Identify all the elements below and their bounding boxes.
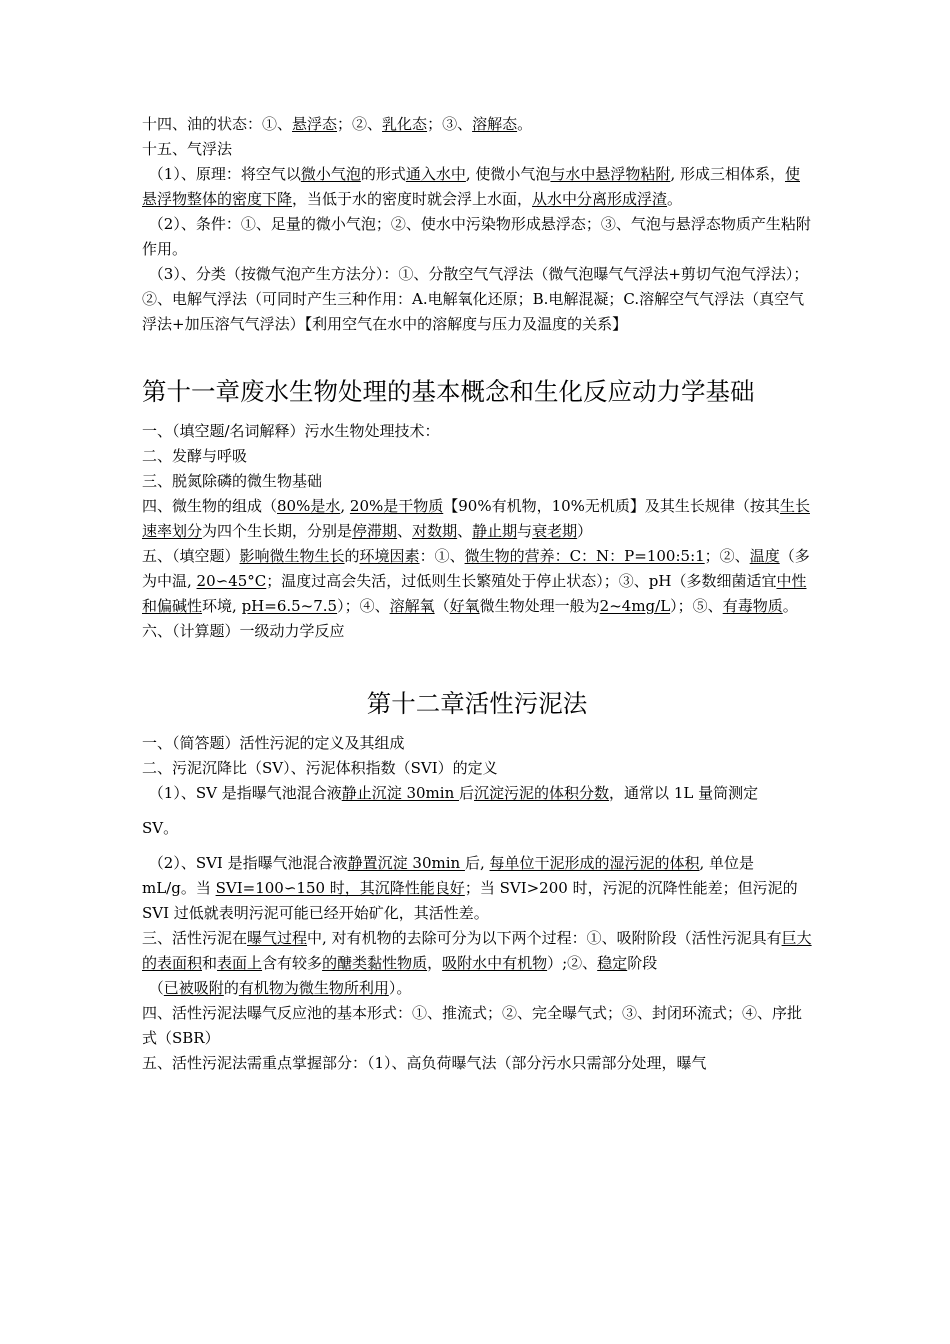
ch11-item-5: 五、（填空题）影响微生物生长的环境因素：①、微生物的营养：C：N：P=100:5:1；②、温度（多为中温, 20∽45°C；温度过高会失活，过低则生长繁殖处于停止状态）；③、pH（多数细菌适宜中性和偏碱性环境, pH=6.5~7.5）；④、溶解氧（好氧微生物处理一般为2~4mg/L）；⑤、有毒物质。 — [142, 547, 810, 615]
ch11-item-6: 六、（计算题）一级动力学反应 — [142, 622, 345, 640]
ch12-item-1: 一、（简答题）活性污泥的定义及其组成 — [142, 734, 405, 752]
flotation-classification: （3）、分类（按微气泡产生方法分）：①、分散空气气浮法（微气泡曝气气浮法+剪切气泡气浮法）；②、电解气浮法（可同时产生三种作用：A.电解氧化还原；B.电解混凝；C.溶解空气气浮法（真空气浮法+加压溶气气浮法）【利用空气在水中的溶解度与压力及温度的关系】 — [142, 265, 809, 333]
ch12-item-3-cont: （已被吸附的有机物为微生物所利用）。 — [148, 979, 412, 997]
ch12-item-2: 二、污泥沉降比（SV）、污泥体积指数（SVI）的定义 — [142, 759, 498, 777]
svi-definition: （2）、SVI 是指曝气池混合液静置沉淀 30min 后, 每单位干泥形成的湿污泥的体积, 单位是 mL/g。当 SVI=100∽150 时，其沉降性能良好；当 SVI>200 时，污泥的沉降性能差；但污泥的 SVI 过低就表明污泥可能已经开始矿化，其活性差。 — [142, 854, 798, 922]
ch11-item-3: 三、脱氮除磷的微生物基础 — [142, 472, 323, 490]
chapter-12-title: 第十二章活性污泥法 — [366, 689, 588, 718]
ch12-item-3: 三、活性污泥在曝气过程中, 对有机物的去除可分为以下两个过程：①、吸附阶段（活性污泥具有巨大的表面积和表面上含有较多的醣类黏性物质，吸附水中有机物）;②、稳定阶段 — [142, 929, 812, 972]
oil-state-line: 十四、油的状态：①、悬浮态；②、乳化态；③、溶解态。 — [142, 115, 533, 133]
ch11-item-4: 四、微生物的组成（80%是水, 20%是干物质【90%有机物，10%无机质】及其生长规律（按其生长速率划分为四个生长期，分别是停滞期、对数期、静止期与衰老期） — [142, 497, 810, 540]
ch11-item-2: 二、发酵与呼吸 — [142, 447, 248, 465]
chapter-11-title: 第十一章废水生物处理的基本概念和生化反应动力学基础 — [142, 377, 755, 406]
flotation-heading: 十五、气浮法 — [142, 140, 233, 158]
ch12-item-4: 四、活性污泥法曝气反应池的基本形式：①、推流式；②、完全曝气式；③、封闭环流式；④、序批式（SBR） — [142, 1004, 803, 1047]
flotation-principle: （1）、原理：将空气以微小气泡的形式通入水中, 使微小气泡与水中悬浮物粘附, 形成三相体系，使悬浮物整体的密度下降，当低于水的密度时就会浮上水面，从水中分离形成浮渣。 — [142, 165, 800, 208]
sv-definition: （1）、SV 是指曝气池混合液静止沉淀 30min 后沉淀污泥的体积分数，通常以 1L 量筒测定 — [148, 784, 759, 802]
ch12-item-5: 五、活性污泥法需重点掌握部分：（1）、高负荷曝气法（部分污水只需部分处理，曝气 — [142, 1054, 707, 1072]
flotation-conditions: （2）、条件：①、足量的微小气泡；②、使水中污染物形成悬浮态；③、气泡与悬浮态物质产生粘附作用。 — [142, 215, 811, 258]
document-page — [142, 112, 812, 1076]
ch11-item-1: 一、（填空题/名词解释）污水生物处理技术： — [142, 422, 440, 440]
sv-definition-end: SV。 — [142, 819, 179, 837]
